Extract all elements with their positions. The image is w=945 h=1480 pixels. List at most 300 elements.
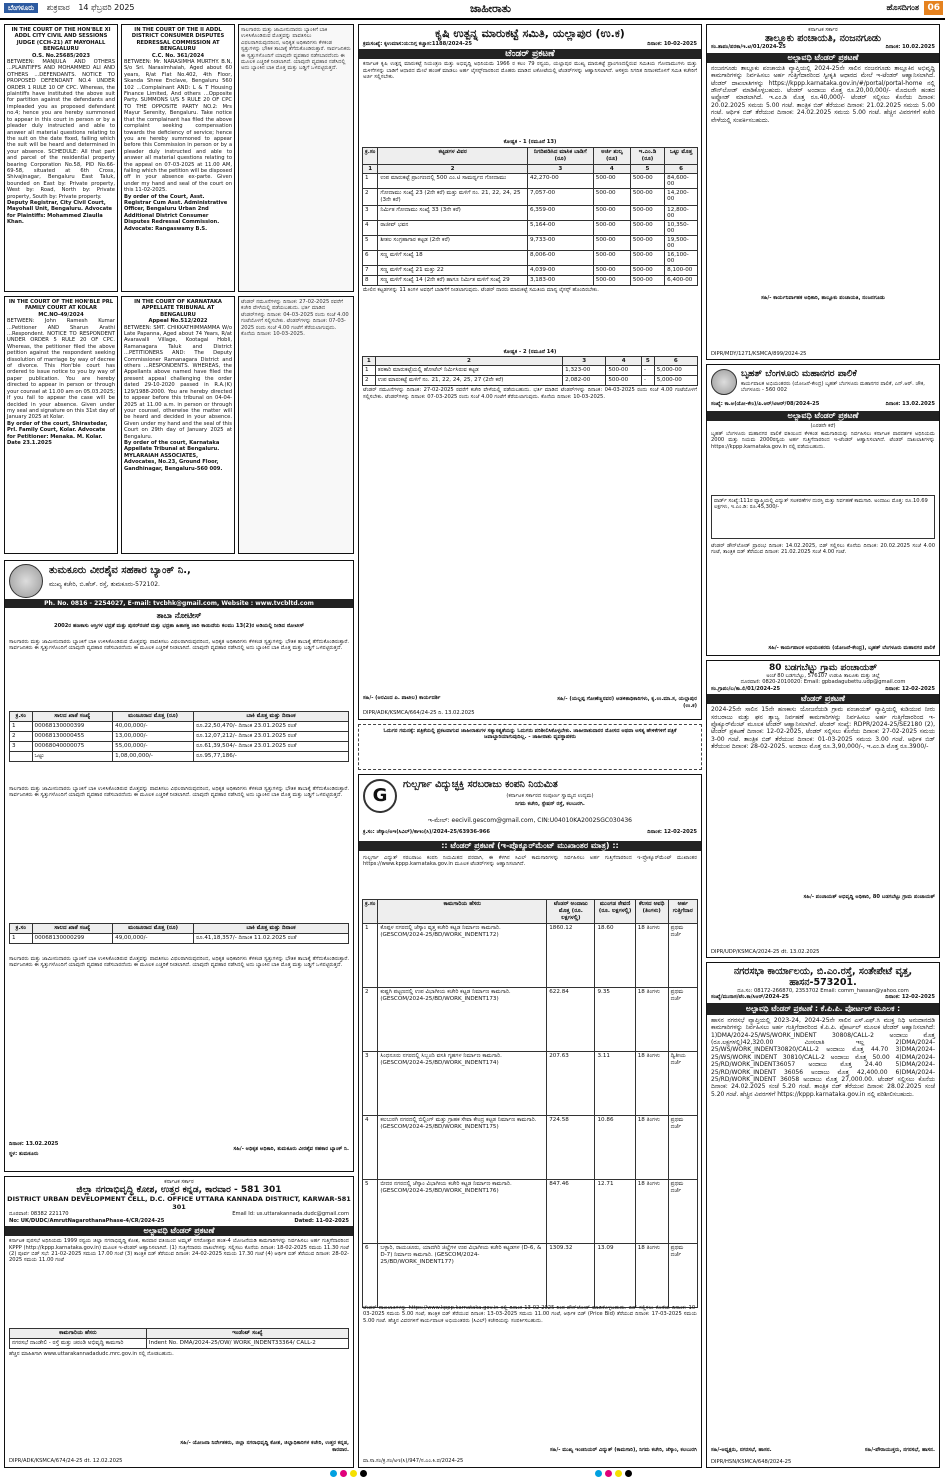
table-cell: 18 ತಿಂಗಳು [635,1052,668,1116]
table-header-cell: ಅರ್ಹ ಗುತ್ತಿಗೆದಾರ [668,900,697,924]
table-cell: ರೂ.41,18,357/- ದಿನಾಂಕ 11.02.2025 ರಂತೆ [194,934,349,944]
table-cell: 00068130000399 [32,722,113,732]
table-cell: 9,733-00 [527,235,593,250]
taluk-ref-row [707,44,939,50]
table-cell: 3 [363,205,378,220]
table-cell: ಸಣ್ಣ ಮಳಿಗೆ ಸಂಖ್ಯೆ 21 ಮತ್ತು 22 [378,265,528,275]
bbmp-emblem [711,369,737,395]
gp-ref-row [707,686,939,692]
header-city: ಬೆಂಗಳೂರು [4,3,38,13]
table-cell: 14,200-00 [665,188,698,205]
table-cell: 6 [363,1244,378,1308]
reader-notice [358,724,702,770]
table-cell: 18 ತಿಂಗಳು [635,1180,668,1244]
table-cell: ಬಳ್ಳಾರಿ, ರಾಯಚೂರು, ಯಾದಗಿರಿ ಜಿಲ್ಲೆಗಳ ಉಪ ವಿಭಾಗೀಯ ಕಚೇರಿ ಕಟ್ಟಡಗಳ (D-6, & D-7) ನಿರ್ಮಾಣ ಕಾಮಗಾರಿ. (GESCOM/2024-25/BD/WORK_INDENT177) [378,1244,547,1308]
table-header-cell: ಒಟ್ಟು ಮೊತ್ತ [665,147,698,164]
table-cell: 500-00 [630,173,664,188]
table-cell: 500-00 [630,265,664,275]
bbmp-dates: ಟೆಂಡರ್ ಡೌನ್‌ಲೋಡ್ ಪ್ರಾರಂಭ ದಿನಾಂಕ: 14.02.2025, ಬಿಡ್ ಸಲ್ಲಿಸಲು ಕೊನೆಯ ದಿನಾಂಕ: 20.02.2025 ಸಂಜೆ 4.00 ಗಂಟೆ, ತಾಂತ್ರಿಕ ಬಿಡ್ ತೆರೆಯುವ ದಿನಾಂಕ: 21.02.2025 ಸಂಜೆ 4.00 ಗಂಟೆ. [711,543,935,556]
apmc-ref-row [359,41,701,47]
table-cell: 13,00,000/- [113,732,194,742]
kannada-notice-text-2: ಟೆಂಡರ್ ನಮೂನೆಗಳನ್ನು ದಿನಾಂಕ: 27-02-2025 ರವರೆಗೆ ಕಚೇರಿ ವೇಳೆಯಲ್ಲಿ ಪಡೆಯಬಹುದು. ಭರ್ತಿ ಮಾಡಿದ ಟೆಂಡರ್‌ಗಳನ್ನು ದಿನಾಂಕ: 04-03-2025 ರಂದು ಸಂಜೆ 4.00 ಗಂಟೆಯೊಳಗೆ ಸಲ್ಲಿಸಬೇಕು. ಟೆಂಡರ್‌ಗಳನ್ನು ದಿನಾಂಕ: 07-03-2025 ರಂದು ಸಂಜೆ 4.00 ಗಂಟೆಗೆ ತೆರೆಯಲಾಗುವುದು. ಕೊನೆಯ ದಿನಾಂಕ: 10-03-2025. [241,299,349,338]
table-cell: ನಿರ್ಮಿತ ಗೋದಾಮು ಸಂಖ್ಯೆ 33 (3ನೇ ಕರೆ) [378,205,528,220]
bank-body: ಸಾಲಗಾರರು ಮತ್ತು ಜಾಮೀನುದಾರರು ಬ್ಯಾಂಕಿಗೆ ಬಾಕಿ ಉಳಿಸಿಕೊಂಡಿರುವ ಮೊತ್ತವನ್ನು ಪಾವತಿಸಲು ವಿಫಲರಾಗಿರುವುದರಿಂದ, ಅಧಿಕೃತ ಅಧಿಕಾರಿಗಳು ಕೆಳಕಂಡ ಸ್ವತ್ತುಗಳನ್ನು ಭೌತಿಕ ತಾಬಾಕ್ಕೆ ತೆಗೆದುಕೊಂಡಿರುತ್ತಾರೆ. ಸಾರ್ವಜನಿಕರು ಈ ಸ್ವತ್ತುಗಳೊಂದಿಗೆ ಯಾವುದೇ ವ್ಯವಹಾರ ನಡೆಸಬಾರದೆಂದು ಈ ಮೂಲಕ ಎಚ್ಚರಿಕೆ ನೀಡಲಾಗಿದೆ. ಯಾವುದೇ ವ್ಯವಹಾರ ನಡೆಸಿದಲ್ಲಿ ಅದು ಬ್ಯಾಂಕಿನ ಬಾಕಿ ಮೊತ್ತ ಮತ್ತು ಬಡ್ಡಿಗೆ ಒಳಪಟ್ಟಿರುತ್ತದೆ. [9,639,349,652]
court3-body: BETWEEN: John Ramesh Kumar ...Petitioner AND Sharun Arathi ...Respondent. NOTICE TO RESPONDENT UNDER ORDER 5 RULE 20 OF CPC. Whereas, the petitioner filed the above petition against the respondent seeking dissolution of marriage by way of decree of divorce. This Hon'ble court has ordered to issue notice to you by way of paper publication. You are hereby directed to appear in person or through your counsel at 11.00 am on 05.03.2025; if you fail to appear the case will be decided in your absence. Given under my seal and signature on this 31st day of January 2025 at Kolar. [7,318,115,421]
table-cell: 12,800-00 [665,205,698,220]
page-number: 06 [924,1,943,15]
hassan-ref-row [707,994,939,1000]
table-cell: 9.35 [595,988,635,1052]
table-cell: ಕಲಬುರಗಿ ನಗರದಲ್ಲಿ ಬಿಲ್ಲಿಂಗ್ ಮತ್ತು ಗ್ರಾಹಕ ಸೇವಾ ಕೇಂದ್ರ ಕಟ್ಟಡ ನಿರ್ಮಾಣ ಕಾಮಗಾರಿ. (GESCOM/2024-25/BD/WORK_INDENT175) [378,1116,547,1180]
karwar-dated: Dated: 11-02-2025 [294,1217,349,1224]
table-row [363,1052,698,1116]
table-header-cell: ಕಾಮಗಾರಿಯ ಹೆಸರು [10,1329,147,1339]
table-cell: 18 ತಿಂಗಳು [635,1116,668,1180]
table-cell: 500-00 [593,205,630,220]
cyan-dot [330,1470,337,1477]
karwar-table [5,1326,353,1351]
table-header-cell: ಕಟ್ಟಡಗಳ ವಿವರ [378,147,528,164]
bbmp-body: ಬೃಹತ್ ಬೆಂಗಳೂರು ಮಹಾನಗರ ಪಾಲಿಕೆ ವತಿಯಿಂದ ಕೆಳಕಂಡ ಕಾಮಗಾರಿಯನ್ನು ನಿರ್ವಹಿಸಲು ಕರ್ನಾಟಕ ಪಾರದರ್ಶಕ ಅಧಿನಿಯಮ 2000 ಮತ್ತು ನಿಯಮ 2000ರನ್ವಯ ಅರ್ಹ ಗುತ್ತಿಗೆದಾರರಿಂದ ಇ-ಟೆಂಡರ್ ಆಹ್ವಾನಿಸಲಾಗಿದೆ. ಟೆಂಡರ್ ದಾಖಲಾತಿಗಳನ್ನು https://kppp.karnataka.gov.in ನಲ್ಲಿ ಪಡೆಯಬಹುದು. [711,431,935,450]
table-cell: 500-00 [630,250,664,265]
table-cell: - [641,376,654,386]
table-header-cell: ಕಾಮಗಾರಿಯ ಹೆಸರು [378,900,547,924]
table-cell: 7 [363,265,378,275]
table-cell: 18.60 [595,924,635,988]
court-notice-4 [121,296,235,554]
header-left [4,3,135,13]
gescom-ref-row [363,829,697,835]
table-header-cell: ಅರ್ಜಿ ಶುಲ್ಕ (ರೂ) [593,147,630,164]
table-header-cell: ಕ್ರ.ಸಂ [10,924,33,934]
apmc-title: ಕೃಷಿ ಉತ್ಪನ್ನ ಮಾರುಕಟ್ಟೆ ಸಮಿತಿ, ಯಲ್ಲಾಪುರ (ಉ.ಕ) [435,27,625,40]
bbmp-title: ಬೃಹತ್ ಬೆಂಗಳೂರು ಮಹಾನಗರ ಪಾಲಿಕೆ [741,369,857,379]
taluk-no: ಸಂ.ತಾಪಂ/ಪರಕಾ/ಇ.ಟಿ/01/2024-25 [711,44,786,51]
table-cell: 00068130000299 [32,934,113,944]
table-header-cell: 4 [593,164,630,173]
table-cell: 16,100-00 [665,250,698,265]
court2-case: C.C. No. 361/2024 [151,52,205,59]
gescom-sign: ಸಹಿ/- ಮುಖ್ಯ ಇಂಜಿನಿಯರ್ ವಿದ್ಯುತ್ (ಕಾಮಗಾರಿ), ನಿಗಮ ಕಚೇರಿ, ಜೆಸ್ಕಾಂ, ಕಲಬುರಗಿ [550,1446,697,1453]
cyan-dot [595,1470,602,1477]
apmc-tender-title: ಟೆಂಡರ್ ಪ್ರಕಟಣೆ [359,49,701,59]
gescom-ref: ವಾ.ಸಾ.ಸಂ/ಕ್ರ.ಸಂ/ಅಇ(ಸಿ)/947/ಸ.ಎಂ.ಕಿ.ಪ/2024-25 [363,1457,464,1464]
table-cell: 40,00,000/- [113,722,194,732]
table-cell: ಗೋದಾಮು ಸಂಖ್ಯೆ 23 (2ನೇ ಕರೆ) ಮತ್ತು ಮಳಿಗೆ ನಂ. 21, 22, 24, 25 (3ನೇ ಕರೆ) [378,188,528,205]
table-cell: 3 [363,1052,378,1116]
taluk-gov: ಕರ್ನಾಟಕ ಸರ್ಕಾರ [808,27,838,33]
table-row [10,1339,349,1349]
gescom-office: ನಿಗಮ ಕಚೇರಿ, ಸ್ಟೇಷನ್ ರಸ್ತೆ, ಕಲಬುರಗಿ. [515,801,585,807]
table-cell: 1309.32 [547,1244,595,1308]
table-row [10,722,349,732]
table-cell: 1860.12 [547,924,595,988]
table-row [363,188,698,205]
gp-dipr: DIPR/UDP/KSMCA/2024-25 dt. 13.02.2025 [711,948,820,955]
table-row [10,732,349,742]
table-row [363,366,698,376]
gescom-logo: G [363,779,397,813]
kannada-notice-strip [238,24,354,292]
bbmp-tender-title: ಅಲ್ಪಾವಧಿ ಟೆಂಡರ್ ಪ್ರಕಟಣೆ [707,411,939,421]
table-cell: 13.09 [595,1244,635,1308]
section-title: ಜಾಹೀರಾತು [470,2,512,15]
table-cell: 00068040000075 [32,742,113,752]
karwar-email: Email Id: us.uttarakannada.dudc@gmail.com [232,1211,349,1218]
header-date: 14 ಫೆಬ್ರವರಿ 2025 [78,3,135,12]
table-cell: 12.71 [595,1180,635,1244]
table-cell: 500-00 [630,188,664,205]
court4-case: Appeal No.512/2022 [148,318,208,325]
table-row [363,1116,698,1180]
table-cell: ರೂ.12,07,212/- ದಿನಾಂಕ 23.01.2025 ರಂತೆ [194,732,349,742]
court2-sign: By order of the Court, Asst. Registrar Cum Asst. Administrative Officer, Bengaluru Urban 2nd Additional District Consumer Disputes Redressal Commission. Advocate: Rangaswamy B.S. [124,193,228,232]
court1-sign: Deputy Registrar, City Civil Court, Mayohall Unit, Bengaluru. Advocate for Plaintiffs: Mohammed Ziaulla Khan. [7,199,113,226]
table-cell: 500-00 [606,366,642,376]
table-cell: 42,270-00 [527,173,593,188]
bank-date: ದಿನಾಂಕ: 13.02.2025 [9,1141,59,1147]
table-row [363,1180,698,1244]
gp-contact: ದೂರವಾಣಿ: 0820-2010020: Email: gpbadagubettu.udp@gmail.com [740,679,906,686]
table-header-cell: ಕ್ರ.ಸಂ [363,147,378,164]
bbmp-sign: ಸಹಿ/- ಕಾರ್ಯಪಾಲಕ ಅಭಿಯಂತರರು (ಯೋಜನೆ-ಕೇಂದ್ರ), ಬೃಹತ್ ಬೆಂಗಳೂರು ಮಹಾನಗರ ಪಾಲಿಕೆ [768,644,935,651]
table-header-cell: 3 [563,357,606,366]
registration-marks-left [330,1470,367,1477]
table-cell: 18 ತಿಂಗಳು [635,924,668,988]
apmc-sign-right: ಸಹಿ/- (ಯಲ್ಲಪ್ಪ ಗೋಣೆಣ್ಣನವರ) ಆಡಳಿತಾಧಿಕಾರಿಗಳು, ಕೃ.ಉ.ಮಾ.ಸ, ಯಲ್ಲಾಪುರ (ಉ.ಕ) [557,696,697,709]
table-cell: ದ್ವಿತೀಯ ದರ್ಜೆ [668,1052,697,1116]
table-cell: 500-00 [593,173,630,188]
karwar-gov: ಕರ್ನಾಟಕ ಸರ್ಕಾರ [164,1179,194,1185]
kannada-notice-text: ಸಾಲಗಾರರು ಮತ್ತು ಜಾಮೀನುದಾರರು ಬ್ಯಾಂಕಿಗೆ ಬಾಕಿ ಉಳಿಸಿಕೊಂಡಿರುವ ಮೊತ್ತವನ್ನು ಪಾವತಿಸಲು ವಿಫಲರಾಗಿರುವುದರಿಂದ, ಅಧಿಕೃತ ಅಧಿಕಾರಿಗಳು ಕೆಳಕಂಡ ಸ್ವತ್ತುಗಳನ್ನು ಭೌತಿಕ ತಾಬಾಕ್ಕೆ ತೆಗೆದುಕೊಂಡಿರುತ್ತಾರೆ. ಸಾರ್ವಜನಿಕರು ಈ ಸ್ವತ್ತುಗಳೊಂದಿಗೆ ಯಾವುದೇ ವ್ಯವಹಾರ ನಡೆಸಬಾರದೆಂದು ಈ ಮೂಲಕ ಎಚ್ಚರಿಕೆ ನೀಡಲಾಗಿದೆ. ಯಾವುದೇ ವ್ಯವಹಾರ ನಡೆಸಿದಲ್ಲಿ ಅದು ಬ್ಯಾಂಕಿನ ಬಾಕಿ ಮೊತ್ತ ಮತ್ತು ಬಡ್ಡಿಗೆ ಒಳಪಟ್ಟಿರುತ್ತದೆ. [241,27,351,72]
gescom-intro: ಗುಲ್ಬರ್ಗಾ ವಿದ್ಯುತ್ ಸರಬರಾಜು ಕಂಪನಿ ನಿಯಮಿತದ ಪರವಾಗಿ, ಈ ಕೆಳಗಿನ ಸಿವಿಲ್ ಕಾಮಗಾರಿಗಳನ್ನು ನಿರ್ವಹಿಸಲು ಅರ್ಹ ಗುತ್ತಿಗೆದಾರರಿಂದ ಇ-ಪ್ರೊಕ್ಯೂರ್‌ಮೆಂಟ್ ಮುಖಾಂತರ https://www.kppp.karnataka.gov.in ಮೂಲಕ ಟೆಂಡರ್‌ಗಳನ್ನು ಆಹ್ವಾನಿಸಲಾಗಿದೆ. [363,855,697,868]
table-cell: ಬೀದರ ನಗರದಲ್ಲಿ ಜೆಸ್ಕಾಂ ವಿಭಾಗೀಯ ಕಚೇರಿ ಕಟ್ಟಡ ನಿರ್ಮಾಣ ಕಾಮಗಾರಿ. (GESCOM/2024-25/BD/WORK_INDENT176) [378,1180,547,1244]
gp-tender [706,660,940,958]
table-cell: 84,600-00 [665,173,698,188]
magenta-dot [605,1470,612,1477]
table-cell: ಪ್ರಥಮ ದರ್ಜೆ [668,1180,697,1244]
table-row [363,275,698,285]
table-cell: ರೂ.95,77,186/- [194,752,349,762]
apmc-body: ಕರ್ನಾಟಕ ಕೃಷಿ ಉತ್ಪನ್ನ ಮಾರುಕಟ್ಟೆ ನಿಯಂತ್ರಣ ಮತ್ತು ಅಭಿವೃದ್ಧಿ ಅಧಿನಿಯಮ 1966 ರ ಕಲಂ 79 ರನ್ವಯ, ಯಲ್ಲಾಪುರ ಮುಖ್ಯ ಮಾರುಕಟ್ಟೆ ಪ್ರಾಂಗಣದಲ್ಲಿರುವ ಸಮಿತಿಯ ಗೋದಾಮುಗಳು ಮತ್ತು ಮಳಿಗೆಗಳನ್ನು ಬಾಡಿಗೆ ಆಧಾರದ ಮೇಲೆ ಹಂಚಿಕೆ ಮಾಡಲು ಅರ್ಹ ಲೈಸನ್ಸ್‌ದಾರರಿಂದ ಮೊಹರು ಮಾಡಿದ ಲಕೋಟೆಯಲ್ಲಿ ಟೆಂಡರ್‌ಗಳನ್ನು ಆಹ್ವಾನಿಸಲಾಗಿದೆ. ಆಸಕ್ತರು ನಿಗದಿತ ದಿನಾಂಕದೊಳಗೆ ಸಮಿತಿ ಕಚೇರಿಗೆ ಅರ್ಜಿ ಸಲ್ಲಿಸಬೇಕು. [363,61,697,81]
apmc-no: ಕ್ರಮಸಂಖ್ಯೆ: ಕೃಉಮಾಸ:ಯ:ನಿಗ್ಗ ಕಚ್ಚಾಸ:1188/2024-25 [363,41,472,47]
court4-body: BETWEEN: SMT. CHIKKATHIMMAMMA W/o Late Papanna, Aged about 74 Years, R/at Avaravalli Village, Kootagal Hobli, Ramanagara Taluk and District ...PETITIONERS AND: The Deputy Commissioner Ramanagara District and others ...RESPONDENTS. WHEREAS, the Appellants above named have filed the present appeal challenging the order dated 29-10-2020 passed in R.A.(K) 129/1988-2000. You are hereby directed to appear before this tribunal on 04-04-2025 at 11.00 a.m. in person or through your counsel, otherwise the matter will be heard and decided in your absence. Given under my hand and the seal of this Court on 29th day of January 2025 at Bengaluru. [124,324,232,440]
table-cell: ರೂ.61,39,504/- ದಿನಾಂಕ 23.01.2025 ರಂತೆ [194,742,349,752]
bank-sign: ಸಹಿ/- ಅಧಿಕೃತ ಅಧಿಕಾರಿ, ತುಮಕೂರು ವೀರಶೈವ ಸಹಕಾರ ಬ್ಯಾಂಕ್ ನಿ. [233,1146,349,1152]
table-cell: 500-00 [593,265,630,275]
table-cell: 3.11 [595,1052,635,1116]
table-cell: 500-00 [606,376,642,386]
bank-logo [9,564,43,598]
table-cell: ಕೊಪ್ಪಳ ನಗರದಲ್ಲಿ ಜೆಸ್ಕಾಂ ವೃತ್ತ ಕಚೇರಿ ಕಟ್ಟಡ ನಿರ್ಮಾಣ ಕಾಮಗಾರಿ. (GESCOM/2024-25/BD/WORK_INDENT172) [378,924,547,988]
table-header-cell: ಮಂಜೂರಾದ ಮೊತ್ತ (ರೂ) [113,924,194,934]
table-cell: 5,164-00 [527,220,593,235]
gescom-no: ಕ್ರ.ಸಂ: ಜೆಸ್ಕಾಂ/ಅಇ(ಸಿವಿಲ್)/ಕಾಇಂ(ಸಿ)/2024-25/63936-966 [363,829,490,835]
table-cell: 3,183-00 [527,275,593,285]
bank-address: ಮುಖ್ಯ ಕಚೇರಿ, ಬಿ.ಹೆಚ್. ರಸ್ತೆ, ತುಮಕೂರು-572102. [49,581,160,588]
table-cell: 2 [363,188,378,205]
registration-marks-right [595,1470,632,1477]
table-cell: 6,359-00 [527,205,593,220]
court1-title: IN THE COURT OF THE HON'BLE XI ADDL CITY CIVIL AND SESSIONS JUDGE (CCH-21) AT MAYOHALL BENGALURU [11,27,111,53]
table-cell: 4 [363,220,378,235]
court3-sign: By order of the court, Shirastedar, Prl. Family Court, Kolar. Advocate for Petitioner: Menaka. M. Kolar. Date 23.1.2025 [7,420,108,446]
table-cell: 3 [10,742,33,752]
table-header-cell: ಸಾಲದ ಖಾತೆ ಸಂಖ್ಯೆ [32,712,113,722]
bbmp-row: ವಾರ್ಡ್ ಸಂಖ್ಯೆ:111ರ ವ್ಯಾಪ್ತಿಯಲ್ಲಿ ವಿದ್ಯುತ್ ಸಲಕರಣೆಗಳ ದುರಸ್ತಿ ಮತ್ತು ನಿರ್ವಹಣೆ ಕಾಮಗಾರಿ. ಅಂದಾಜು ಮೊತ್ತ: ರೂ.10.69 ಲಕ್ಷಗಳು, ಇ.ಎಂ.ಡಿ: ರೂ.45,300/- [711,495,935,539]
table-cell: ಉಪ ಮಾರುಕಟ್ಟೆ ಪ್ರಾಂಗಣದಲ್ಲಿ 500 ಎಂ.ಟಿ ಸಾಮರ್ಥ್ಯದ ಗೋದಾಮು [378,173,528,188]
table-cell: 8 [363,275,378,285]
karwar-phone: ದೂರವಾಣಿ: 08382 221170 [9,1211,69,1218]
taluk-sign: ಸಹಿ/- ಕಾರ್ಯನಿರ್ವಾಹಕ ಅಧಿಕಾರಿ, ತಾಲ್ಲೂಕು ಪಂಚಾಯತಿ, ನಂಜನಗೂಡು [761,294,885,301]
table-header-cell: ಕ್ರ.ಸಂ [10,712,33,722]
bank-notice-sub: 2002ರ ಹಣಕಾಸು ಆಸ್ತಿಗಳ ಭದ್ರತೆ ಮತ್ತು ಪುನರ್‌ರಚನೆ ಮತ್ತು ಭದ್ರತಾ ಹಿತಾಸಕ್ತಿ ಜಾರಿ ಕಾಯಿದೆಯ ಕಲಮು 13(2)ರ ಅಡಿಯಲ್ಲಿ ನೀಡಿದ ನೋಟೀಸ್ [53,623,305,629]
kannada-notice-strip-2 [238,296,354,554]
table-header-cell: ಸಾಲದ ಖಾತೆ ಸಂಖ್ಯೆ [32,924,113,934]
court2-title: IN THE COURT OF THE II ADDL DISTRICT CONSUMER DISPUTES REDRESSAL COMMISSION AT BENGALURU [131,27,225,53]
table-cell: 500-00 [630,220,664,235]
gp-addr: ಅಂಚೆ 80 ಬಡಗಬೆಟ್ಟು, 576107 ಉಡುಪಿ ತಾಲೂಕು ಮತ್ತು ಜಿಲ್ಲೆ [766,673,880,679]
hassan-body: ಹಾಸನ ನಗರಸಭೆ ವ್ಯಾಪ್ತಿಯಲ್ಲಿ 2023-24, 2024-25ನೇ ಸಾಲಿನ ಎಸ್.ಎಫ್.ಸಿ ಮುಕ್ತ ನಿಧಿ ಅನುದಾನದಡಿ ಕಾಮಗಾರಿಗಳನ್ನು ನಿರ್ವಹಿಸಲು ಅರ್ಹ ಗುತ್ತಿಗೆದಾರರಿಂದ ಕೆ.ಪಿ.ಪಿ. ಪೋರ್ಟಲ್ ಮೂಲಕ ಟೆಂಡರ್ ಆಹ್ವಾನಿಸಲಾಗಿದೆ: 1)DMA/2024-25/WS/WORK_INDENT 30808/CALL-2 ಅಂದಾಜು ಮೊತ್ತ (ರೂ.ಲಕ್ಷಗಳಲ್ಲಿ)42,320.00 ಮೀಸಲಾತಿ ಇಲ್ಲ 2)DMA/2024-25/WS/WORK_INDENT30820/CALL-2 ಅಂದಾಜು ಮೊತ್ತ 44.70 3)DMA/2024-25/WS/WORK_INDENT 30810/CALL-2 ಅಂದಾಜು ಮೊತ್ತ 50.00 4)DMA/2024-25/RD/WORK_INDENT36057 ಅಂದಾಜು ಮೊತ್ತ 24.40 5)DMA/2024-25/RD/WORK_INDENT 36056 ಅಂದಾಜು ಮೊತ್ತ 42,400.00 6)DMA/2024-25/RD/WORK_INDENT 36058 ಅಂದಾಜು ಮೊತ್ತ 27,000.00. ಟೆಂಡರ್ ಸಲ್ಲಿಸಲು ಕೊನೆಯ ದಿನಾಂಕ: 24.02.2025 ಸಂಜೆ 5.20 ಗಂಟೆ. ತಾಂತ್ರಿಕ ಬಿಡ್ ತೆರೆಯುವ ದಿನಾಂಕ: 28.02.2025 ಸಂಜೆ 5.20 ಗಂಟೆ. ಹೆಚ್ಚಿನ ವಿವರಗಳಿಗೆ https://kppp.karnataka.gov.in ನಲ್ಲಿ ಪರಿಶೀಲಿಸಬಹುದು. [711,1016,935,1098]
court-notice-2 [121,24,235,292]
table-cell: 5,000-00 [654,366,697,376]
gescom-sub: (ಕರ್ನಾಟಕ ಸರ್ಕಾರದ ಸಂಪೂರ್ಣ ಸ್ವಾಮ್ಯದ ಉದ್ಯಮ) [506,793,594,799]
table-header-cell: ಟೆಂಡರ್ ಅಂದಾಜು ಮೊತ್ತ (ರೂ. ಲಕ್ಷಗಳಲ್ಲಿ) [547,900,595,924]
table-row [363,205,698,220]
gp-sign: ಸಹಿ/- ಪಂಚಾಯತ್ ಅಭಿವೃದ್ಧಿ ಅಧಿಕಾರಿ, 80 ಬಡಗಬೆಟ್ಟು ಗ್ರಾಮ ಪಂಚಾಯತ್ [803,894,935,901]
table-cell: 5,000-00 [654,376,697,386]
gp-body: 2024-25ನೇ ಸಾಲಿನ 15ನೇ ಹಣಕಾಸು ಯೋಜನೆಯಡಿ ಗ್ರಾಮ ಪಂಚಾಯತ್ ವ್ಯಾಪ್ತಿಯಲ್ಲಿ ಕುಡಿಯುವ ನೀರು ಸರಬರಾಜು ಮತ್ತು ಘನ ತ್ಯಾಜ್ಯ ನಿರ್ವಹಣೆ ಕಾಮಗಾರಿಗಳನ್ನು ನಿರ್ವಹಿಸಲು ಅರ್ಹ ಗುತ್ತಿಗೆದಾರರಿಂದ ಇ-ಪ್ರೊಕ್ಯೂರ್‌ಮೆಂಟ್ ಮೂಲಕ ಟೆಂಡರ್ ಆಹ್ವಾನಿಸಲಾಗಿದೆ. ಟೆಂಡರ್ ಸಂಖ್ಯೆ: RDPR/2024-25/SE2180 (2), ಟೆಂಡರ್ ಪ್ರಕಟಣೆ ದಿನಾಂಕ: 12-02-2025, ಟೆಂಡರ್ ಸಲ್ಲಿಸಲು ಕೊನೆಯ ದಿನಾಂಕ: 27-02-2025 ಸಮಯ 3-00 ಗಂಟೆ. ತಾಂತ್ರಿಕ ಬಿಡ್ ತೆರೆಯುವ ದಿನಾಂಕ: 01-03-2025 ಸಮಯ 3.00 ಗಂಟೆ. ಆರ್ಥಿಕ ಬಿಡ್ ತೆರೆಯುವ ದಿನಾಂಕ: 28-02-2025. ಅಂದಾಜು ಮೊತ್ತ ರೂ.3,90,000/-, ಇ.ಎಂ.ಡಿ ಮೊತ್ತ ರೂ.3900/- [711,706,935,751]
magenta-dot [340,1470,347,1477]
black-dot [625,1470,632,1477]
table-cell: 5 [363,235,378,250]
table-cell: ಶೀತಲ ಸಂಗ್ರಹಾಗಾರ ಕಟ್ಟಡ (2ನೇ ಕರೆ) [378,235,528,250]
table-cell: Indent No. DMA/2024-25/OW/ WORK_INDENT33364/ CALL-2 [146,1339,348,1349]
karwar-ref-row [5,1218,353,1224]
table-header-cell: ಬಾಕಿ ಮೊತ್ತ ಮತ್ತು ದಿನಾಂಕ [194,712,349,722]
page-header [0,0,945,20]
hassan-tender [706,962,940,1468]
table-cell: 847.46 [547,1180,595,1244]
court1-body: BETWEEN: MANJULA AND OTHERS ...PLAINTIFFS AND MOHAMMED ALI AND OTHERS ...DEFENDANTS. NOTICE TO PROPOSED DEFENDANT NO.4 UNDER ORDER 1 RULE 10 OF CPC. Whereas, the plaintiffs have instituted the above suit for partition against the defendants and impleaded you as proposed defendant no.4; hence you are hereby summoned to appear in this court in person or by a pleader duly instructed and able to answer all material questions relating to the suit on the date fixed, failing which the suit will be heard and determined in your absence. SCHEDULE: All that part and parcel of the residential property bearing Corporation No.58, PID No.66-69-58, situated at 6th Cross, Shivajinagar, Bengaluru East Taluk, bounded on East by: Private property, West by: Road, North by: Private property, South by: Private property. [7,59,115,200]
apmc-table-2 [359,355,701,387]
bank-notice-title: ತಾಬಾ ನೋಟೀಸ್ [156,611,202,620]
apmc-date: ದಿನಾಂಕ: 10-02-2025 [647,41,697,47]
taluk-tender [706,24,940,360]
table-cell: 1 [10,934,33,944]
table-header-cell: ಮುಂಗಡ ಠೇವಣಿ (ರೂ. ಲಕ್ಷಗಳಲ್ಲಿ) [595,900,635,924]
table-cell: 18 ತಿಂಗಳು [635,1244,668,1308]
table-row [363,988,698,1052]
table-cell: ರಾಜೀವ್ ಭವನ [378,220,528,235]
gescom-title: ಗುಲ್ಬರ್ಗಾ ವಿದ್ಯುಚ್ಛಕ್ತಿ ಸರಬರಾಜು ಕಂಪನಿ ನಿಯಮಿತ [403,779,558,790]
table-cell: - [641,366,654,376]
taluk-tender-title: ಅಲ್ಪಾವಧಿ ಟೆಂಡರ್ ಪ್ರಕಟಣೆ [707,53,939,63]
yellow-dot [615,1470,622,1477]
bbmp-tender [706,364,940,656]
table-header-cell: ಇ.ಎಂ.ಡಿ (ರೂ) [630,147,664,164]
table-header-cell: 2 [378,164,528,173]
court1-case: O.S. No.25685/2023 [31,52,91,59]
court4-sign: By order of the court, Karnataka Appellate Tribunal at Bengaluru. MYLARAIAH ASSOCIATES, Advocates, No.23, Ground Floor, Gandhinagar, Bengaluru-560 009. [124,439,223,472]
table-cell: ತರಕಾರಿ ಮಾರುಕಟ್ಟೆಯಲ್ಲಿ ಹೋಟೆಲ್ ನಿರ್ಮಿಸಿರುವ ಕಟ್ಟಡ [375,366,562,376]
table-cell: 4,039-00 [527,265,593,275]
gescom-date: ದಿನಾಂಕ: 12-02-2025 [647,829,697,835]
table-cell: 10.86 [595,1116,635,1180]
karwar-tender [4,1176,354,1468]
table-cell: 1 [10,722,33,732]
apmc-t2-note: ಟೆಂಡರ್ ನಮೂನೆಗಳನ್ನು ದಿನಾಂಕ: 27-02-2025 ರವರೆಗೆ ಕಚೇರಿ ವೇಳೆಯಲ್ಲಿ ಪಡೆಯಬಹುದು. ಭರ್ತಿ ಮಾಡಿದ ಟೆಂಡರ್‌ಗಳನ್ನು ದಿನಾಂಕ: 04-03-2025 ರಂದು ಸಂಜೆ 4.00 ಗಂಟೆಯೊಳಗೆ ಸಲ್ಲಿಸಬೇಕು. ಟೆಂಡರ್‌ಗಳನ್ನು ದಿನಾಂಕ: 07-03-2025 ರಂದು ಸಂಜೆ 4.00 ಗಂಟೆಗೆ ತೆರೆಯಲಾಗುವುದು. ಕೊನೆಯ ದಿನಾಂಕ: 10-03-2025. [363,387,697,400]
bbmp-no: ಸಂಖ್ಯೆ: ಕಾ.ಅ(ಯೋ-ಕೇಂ)/ಪಿ.ಆರ್/ಟಿಆರ್/08/2024-25 [711,401,820,407]
table-header-cell: 6 [665,164,698,173]
table-cell: 1 [363,924,378,988]
table-header-cell: 2 [375,357,562,366]
bbmp-sub2: (ಎರಡನೇ ಕರೆ) [810,423,836,429]
court-notice-1 [4,24,118,292]
table-cell [10,752,33,762]
table-cell: 00068130000455 [32,732,113,742]
hassan-tender-title: ಅಲ್ಪಾವಧಿ ಟೆಂಡರ್ ಪ್ರಕಟಣೆ : ಕೆ.ಪಿ.ಪಿ. ಪೋರ್ಟಲ್ ಮೂಲಕ : [707,1003,939,1015]
table-cell: ಸಣ್ಣ ಮಳಿಗೆ ಸಂಖ್ಯೆ 14 (2ನೇ ಕರೆ) ಹಾಗೂ ನಿರ್ಮಿತ ಮಳಿಗೆ ಸಂಖ್ಯೆ 29 [378,275,528,285]
court-notice-3 [4,296,118,554]
table-header-cell: 1 [363,164,378,173]
table-cell: ಪ್ರಥಮ ದರ್ಜೆ [668,1244,697,1308]
table-cell: 2 [10,732,33,742]
table-header-cell: ನಿಗದಿಪಡಿಸಿದ ಮಾಸಿಕ ಬಾಡಿಗೆ (ರೂ) [527,147,593,164]
karwar-body: ಕರ್ನಾಟಕ ಪುರಸಭೆ ಅಧಿನಿಯಮ 1999 ರನ್ವಯ ಜಿಲ್ಲಾ ನಗರಾಭಿವೃದ್ಧಿ ಕೋಶ, ಕಾರವಾರ ವತಿಯಿಂದ ಅಮೃತ್ ನಗರೋತ್ಥಾನ ಹಂತ-4 ಯೋಜನೆಯಡಿ ಕಾಮಗಾರಿಗಳನ್ನು ನಿರ್ವಹಿಸಲು ಅರ್ಹ ಗುತ್ತಿಗೆದಾರರಿಂದ KPPP (http://kppp.karnataka.gov.in) ಮೂಲಕ ಇ-ಟೆಂಡರ್ ಆಹ್ವಾನಿಸಲಾಗಿದೆ. (1) ಗುತ್ತಿಗೆದಾರರು ದಾಖಲೆಗಳನ್ನು ಸಲ್ಲಿಸಲು ಕೊನೆಯ ದಿನಾಂಕ: 18-02-2025 ಸಮಯ 11.30 ಗಂಟೆ (2) ಪೂರ್ವ ಬಿಡ್ ಸಭೆ: 21-02-2025 ಸಮಯ 17.00 ಗಂಟೆ (3) ತಾಂತ್ರಿಕ ಬಿಡ್ ತೆರೆಯುವ ದಿನಾಂಕ: 24-02-2025 ಸಮಯ 17.30 ಗಂಟೆ (4) ಆರ್ಥಿಕ ಬಿಡ್ ತೆರೆಯುವ ದಿನಾಂಕ: 28-02-2025 ಸಮಯ 11.00 ಗಂಟೆ [9,1238,349,1264]
table-cell: 1,08,00,000/- [113,752,194,762]
table-cell: 49,00,000/- [113,934,194,944]
table-row [363,173,698,188]
table-cell: ಪ್ರಥಮ ದರ್ಜೆ [668,988,697,1052]
table-header-cell: 1 [363,357,376,366]
paper-name: ಹೊಸದಿಗಂತ [886,3,919,12]
table-cell: ಪ್ರಥಮ ದರ್ಜೆ [668,1116,697,1180]
table-cell: 1 [363,366,376,376]
table-cell: 500-00 [593,188,630,205]
apmc-t2-caption: ಕೋಷ್ಟಕ - 2 (ನಮೂನೆ 14) [503,348,557,355]
gescom-tender [358,774,702,1468]
taluk-date: ದಿನಾಂಕ: 10.02.2025 [885,44,935,51]
karwar-dipr: DIPR/ADK/KSMCA/674/24-25 dt. 12.02.2025 [9,1457,123,1464]
taluk-dipr: DIPR/MDY/1271/KSMCA/899/2024-25 [711,350,807,357]
karwar-sign: ಸಹಿ/- ಯೋಜನಾ ನಿರ್ದೇಶಕರು, ಜಿಲ್ಲಾ ನಗರಾಭಿವೃದ್ಧಿ ಕೋಶ, ಜಿಲ್ಲಾಧಿಕಾರಿಗಳ ಕಚೇರಿ, ಉತ್ತರ ಕನ್ನಡ, ಕಾರವಾರ. [180,1440,349,1453]
table-cell: 4 [363,1116,378,1180]
gp-tender-title: ಟೆಂಡರ್ ಪ್ರಕಟಣೆ [707,694,939,704]
apmc-tender [358,24,702,720]
hassan-sign-row [711,1447,935,1453]
table-cell: 500-00 [593,235,630,250]
table-cell: 500-00 [630,275,664,285]
bank-table-2 [9,923,349,944]
bank-contact: Ph. No. 0816 - 2254027, E-mail: tvcbhk@gmail.com, Website : www.tvcbltd.com [5,599,353,608]
yellow-dot [350,1470,357,1477]
apmc-t1-note: ಮೇಲಿನ ಕಟ್ಟಡಗಳನ್ನು 11 ತಿಂಗಳ ಅವಧಿಗೆ ಬಾಡಿಗೆಗೆ ನೀಡಲಾಗುವುದು. ಟೆಂಡರ್ ದಾರರು ಮಾರುಕಟ್ಟೆ ಸಮಿತಿಯ ಮಾನ್ಯ ಲೈಸನ್ಸ್ ಹೊಂದಿರಬೇಕು. [363,286,599,293]
table-cell: ಕುಷ್ಟಗಿ ಪಟ್ಟಣದಲ್ಲಿ ಉಪ ವಿಭಾಗೀಯ ಕಚೇರಿ ಕಟ್ಟಡ ನಿರ್ಮಾಣ ಕಾಮಗಾರಿ. (GESCOM/2024-25/BD/WORK_INDENT173) [378,988,547,1052]
table-row [10,752,349,762]
table-header-cell: ಕ್ರ.ಸಂ [363,900,378,924]
table-row [363,1244,698,1308]
table-cell: 10,350-00 [665,220,698,235]
karwar-name-en: DISTRICT URBAN DEVELOPMENT CELL, D.C. OFFICE UTTARA KANNADA DISTRICT, KARWAR-581 301 [7,1195,351,1212]
gp-no: ಸಂ.ಗ್ರಾಪಂ/ಬ/ಕಾ.ಲಿ/01/2024-25 [711,685,781,692]
table-cell: 500-00 [630,205,664,220]
table-cell: 2 [363,376,376,386]
court4-title: IN THE COURT OF KARNATAKA APPELLATE TRIBUNAL AT BENGALURU [134,299,222,318]
table-cell: 500-00 [593,220,630,235]
table-row [363,265,698,275]
court3-case: MC.NO-49/2024 [38,311,84,318]
bank-name: ತುಮಕೂರು ವೀರಶೈವ ಸಹಕಾರ ಬ್ಯಾಂಕ್ ನಿ., [49,565,191,576]
taluk-body: ನಂಜನಗೂಡು ತಾಲ್ಲೂಕು ಪಂಚಾಯತಿ ವ್ಯಾಪ್ತಿಯಲ್ಲಿ 2024-25ನೇ ಸಾಲಿನ ನಂಜನಗೂಡು ತಾಲ್ಲೂಕಿನ ಅಭಿವೃದ್ಧಿ ಕಾಮಗಾರಿಗಳನ್ನು ನಿರ್ವಹಿಸಲು ಅರ್ಹ ಗುತ್ತಿಗೆದಾರರಿಂದ ಸ್ವೀಕೃತಿ ಆಧಾರದ ಮೇಲೆ ಇ-ಟೆಂಡರ್ ಆಹ್ವಾನಿಸಲಾಗಿದೆ. ಟೆಂಡರ್ ದಾಖಲಾತಿಗಳನ್ನು https://kppp.karnataka.gov.in/#/portal/portal-home ನಲ್ಲಿ ಡೌನ್‌ಲೋಡ್ ಮಾಡಿಕೊಳ್ಳಬಹುದು. ಟೆಂಡರ್ ಅಂದಾಜು ಮೊತ್ತ ರೂ.20,00,000/- ಮೊದಲನೇ ಹಂತದ ಅಪ್ಲೋಡ್ ಮಾಡಲಾಗಿದೆ. ಇ.ಎಂ.ಡಿ ಮೊತ್ತ ರೂ.40,000/- ಟೆಂಡರ್ ಸಲ್ಲಿಸಲು ಕೊನೆಯ ದಿನಾಂಕ: 20.02.2025 ಸಮಯ 5.00 ಗಂಟೆ. ತಾಂತ್ರಿಕ ಬಿಡ್ ತೆರೆಯುವ ದಿನಾಂಕ: 21.02.2025 ಸಮಯ 5.00 ಗಂಟೆ. ಆರ್ಥಿಕ ಬಿಡ್ ತೆರೆಯುವ ದಿನಾಂಕ: 24.02.2025 ಸಮಯ 5.00 ಗಂಟೆ. ಹೆಚ್ಚಿನ ವಿವರಗಳಿಗೆ ಕಚೇರಿ ವೇಳೆಯಲ್ಲಿ ಸಂಪರ್ಕಿಸಬಹುದು. [711,64,935,124]
table-cell: 1 [363,173,378,188]
bank-notice [4,560,354,1172]
gescom-footer: ಟೆಂಡರ್ ದಾಖಲಾತಿಗಳನ್ನು https://www.kppp.karnataka.gov.in ನಲ್ಲಿ ದಿನಾಂಕ 13-02-2025 ರಿಂದ ಡೌನ್‌ಲೋಡ್ ಮಾಡಿಕೊಳ್ಳಬಹುದು. ಬಿಡ್ ಸಲ್ಲಿಸಲು ಕೊನೆಯ ದಿನಾಂಕ: 10-03-2025 ಸಮಯ 5.00 ಗಂಟೆ, ತಾಂತ್ರಿಕ ಬಿಡ್ ತೆರೆಯುವ ದಿನಾಂಕ: 13-03-2025 ಸಮಯ 11.00 ಗಂಟೆ, ಆರ್ಥಿಕ ಬಿಡ್ (Price Bid) ತೆರೆಯುವ ದಿನಾಂಕ: 17-03-2025 ಸಮಯ 5.00 ಗಂಟೆ. ಹೆಚ್ಚಿನ ವಿವರಗಳಿಗೆ ಕಾರ್ಯಪಾಲಕ ಅಭಿಯಂತರರು (ಸಿವಿಲ್) ಕಚೇರಿಯನ್ನು ಸಂಪರ್ಕಿಸಬಹುದು. [363,1305,697,1324]
table-cell: 5 [363,1180,378,1244]
table-header-cell: 4 [606,357,642,366]
table-header-cell: 6 [654,357,697,366]
table-cell: 6,400-00 [665,275,698,285]
bank-body-2: ಸಾಲಗಾರರು ಮತ್ತು ಜಾಮೀನುದಾರರು ಬ್ಯಾಂಕಿಗೆ ಬಾಕಿ ಉಳಿಸಿಕೊಂಡಿರುವ ಮೊತ್ತವನ್ನು ಪಾವತಿಸಲು ವಿಫಲರಾಗಿರುವುದರಿಂದ, ಅಧಿಕೃತ ಅಧಿಕಾರಿಗಳು ಕೆಳಕಂಡ ಸ್ವತ್ತುಗಳನ್ನು ಭೌತಿಕ ತಾಬಾಕ್ಕೆ ತೆಗೆದುಕೊಂಡಿರುತ್ತಾರೆ. ಸಾರ್ವಜನಿಕರು ಈ ಸ್ವತ್ತುಗಳೊಂದಿಗೆ ಯಾವುದೇ ವ್ಯವಹಾರ ನಡೆಸಬಾರದೆಂದು ಈ ಮೂಲಕ ಎಚ್ಚರಿಕೆ ನೀಡಲಾಗಿದೆ. ಯಾವುದೇ ವ್ಯವಹಾರ ನಡೆಸಿದಲ್ಲಿ ಅದು ಬ್ಯಾಂಕಿನ ಬಾಕಿ ಮೊತ್ತ ಮತ್ತು ಬಡ್ಡಿಗೆ ಒಳಪಟ್ಟಿರುತ್ತದೆ. [9,786,349,799]
table-cell: 500-00 [630,235,664,250]
bank-body-3: ಸಾಲಗಾರರು ಮತ್ತು ಜಾಮೀನುದಾರರು ಬ್ಯಾಂಕಿಗೆ ಬಾಕಿ ಉಳಿಸಿಕೊಂಡಿರುವ ಮೊತ್ತವನ್ನು ಪಾವತಿಸಲು ವಿಫಲರಾಗಿರುವುದರಿಂದ, ಅಧಿಕೃತ ಅಧಿಕಾರಿಗಳು ಕೆಳಕಂಡ ಸ್ವತ್ತುಗಳನ್ನು ಭೌತಿಕ ತಾಬಾಕ್ಕೆ ತೆಗೆದುಕೊಂಡಿರುತ್ತಾರೆ. ಸಾರ್ವಜನಿಕರು ಈ ಸ್ವತ್ತುಗಳೊಂದಿಗೆ ಯಾವುದೇ ವ್ಯವಹಾರ ನಡೆಸಬಾರದೆಂದು ಈ ಮೂಲಕ ಎಚ್ಚರಿಕೆ ನೀಡಲಾಗಿದೆ. ಯಾವುದೇ ವ್ಯವಹಾರ ನಡೆಸಿದಲ್ಲಿ ಅದು ಬ್ಯಾಂಕಿನ ಬಾಕಿ ಮೊತ್ತ ಮತ್ತು ಬಡ್ಡಿಗೆ ಒಳಪಟ್ಟಿರುತ್ತದೆ. [9,956,349,969]
table-cell: 500-00 [593,275,630,285]
table-row [363,250,698,265]
apmc-t1-caption: ಕೋಷ್ಟಕ - 1 (ನಮೂನೆ 13) [503,139,557,146]
table-cell: 8,006-00 [527,250,593,265]
table-cell: ಸಣ್ಣ ಮಳಿಗೆ ಸಂಖ್ಯೆ 18 [378,250,528,265]
table-row [363,235,698,250]
court2-body: BETWEEN: Mr. NARASIMHA MURTHY. B.N, S/o Sri. Narasimhaiah, Aged about 60 years, R/at Flat No.402, 4th Floor, Skanda Shree Enclave, Bengaluru 560 102 ...Complainant AND: L & T Housing Finance Limited, And others ...Opposite Party. SUMMONS U/S 5 RULE 20 OF CPC TO THE OPPOSITE PARTY NO.2: Mrs Mayur Serenity, Bengaluru. Take notice that the complainant has filed the above complaint seeking compensation towards the deficiency of service; hence you are hereby summoned to appear before this Commission in person or by a pleader duly instructed and able to answer all material questions relating to the appeal on 07-03-2025 at 11.00 AM, failing which the petition will be disposed off in your absence ex-parte. Given under my hand and seal of the court on this 11-02-2025. [124,59,232,194]
hassan-contact: ದೂ.ಸಂ: 08172-266870, 2353702 Email: comm_hassan@yahoo.com [737,988,909,994]
hassan-sign-left: ಸಹಿ/-ಅಧ್ಯಕ್ಷರು, ನಗರಸಭೆ, ಹಾಸನ. [711,1446,772,1453]
table-cell: 2 [363,988,378,1052]
table-cell: 622.84 [547,988,595,1052]
gp-date: ದಿನಾಂಕ: 12-02-2025 [885,685,935,692]
gescom-table [362,899,698,1308]
table-row [363,924,698,988]
table-row [363,376,698,386]
table-header-cell: ಮಂಜೂರಾದ ಮೊತ್ತ (ರೂ) [113,712,194,722]
gp-title: 80 ಬಡಗಬೆಟ್ಟು ಗ್ರಾಮ ಪಂಚಾಯತ್ [769,663,877,673]
bank-table-1 [9,711,349,762]
table-cell: 7,057-00 [527,188,593,205]
gescom-contact: ಇ-ಮೇಲ್: eecivil.gescom@gmail.com, CIN:U04010KA2002SGC030436 [428,817,632,824]
karwar-more: ಹೆಚ್ಚಿನ ಮಾಹಿತಿಗಾಗಿ www.uttarakannadadudc.mrc.gov.in ನಲ್ಲಿ ನೋಡಬಹುದು. [9,1351,174,1358]
karwar-no: No: UK/DUDC/AmrutNagarothanaPhase-4/CR/2024-25 [9,1217,165,1224]
table-row [10,934,349,944]
table-header-cell: 5 [641,357,654,366]
hassan-dipr: DIPR/HSN/KSMCA/648/2024-25 [711,1458,792,1465]
table-cell: ಒಟ್ಟು [32,752,113,762]
hassan-title: ನಗರಸಭಾ ಕಾರ್ಯಾಲಯ, ಬಿ.ಎಂ.ರಸ್ತೆ, ಸಂತೇಪೇಟೆ ವೃತ್ತ, ಹಾಸನ-573201. [733,966,913,988]
reader-notice-text: ಓದುಗರ ಗಮನಕ್ಕೆ: ಪತ್ರಿಕೆಯಲ್ಲಿ ಪ್ರಕಟವಾಗುವ ಜಾಹೀರಾತುಗಳ ಸತ್ಯಾಸತ್ಯತೆಯನ್ನು ಓದುಗರು ಪರಿಶೀಲಿಸಿಕೊಳ್ಳಬೇಕು. ಜಾಹೀರಾತುದಾರರ ಮೋಸದ ಅಥವಾ ಅಸತ್ಯ ಹೇಳಿಕೆಗಳಿಗೆ ಪತ್ರಿಕೆ ಜವಾಬ್ದಾರಿಯಾಗುವುದಿಲ್ಲ. - ಜಾಹೀರಾತು ವ್ಯವಸ್ಥಾಪಕರು [383,728,677,741]
table-cell: 207.63 [547,1052,595,1116]
table-header-cell: 5 [630,164,664,173]
table-header-cell: ಬಾಕಿ ಮೊತ್ತ ಮತ್ತು ದಿನಾಂಕ [194,924,349,934]
apmc-sign-left: ಸಹಿ/- (ಅರವಿಂದ ಪಿ. ಪಾಟೀಲ) ಕಾರ್ಯದರ್ಶಿ [363,694,441,701]
apmc-table-1 [359,146,701,287]
table-cell: ಉಪ ಮಾರುಕಟ್ಟೆ ಮಳಿಗೆ ನಂ. 21, 22, 24, 25, 27 (2ನೇ ಕರೆ) [375,376,562,386]
apmc-dipr: DIPR/ADK/KSMCA/664/24-25 ದಿ. 13.02.2025 [363,709,475,716]
black-dot [360,1470,367,1477]
table-cell: 724.58 [547,1116,595,1180]
bbmp-sub: ಕಾರ್ಯಪಾಲಕ ಅಭಿಯಂತರರು (ಯೋಜನೆ-ಕೇಂದ್ರ) ಬೃಹತ್ ಬೆಂಗಳೂರು ಮಹಾನಗರ ಪಾಲಿಕೆ, ಎನ್.ಆರ್. ಚೌಕ, ಬೆಂಗಳೂರು - 560 002 [741,381,925,394]
table-cell: 8,100-00 [665,265,698,275]
taluk-title: ತಾಲ್ಲೂಕು ಪಂಚಾಯತಿ, ನಂಜನಗೂಡು [764,33,882,45]
table-header-cell: ಕೆಲಸದ ಅವಧಿ (ತಿಂಗಳು) [635,900,668,924]
hassan-sign-right: ಸಹಿ/-ಪೌರಾಯುಕ್ತರು, ನಗರಸಭೆ, ಹಾಸನ. [864,1446,935,1453]
